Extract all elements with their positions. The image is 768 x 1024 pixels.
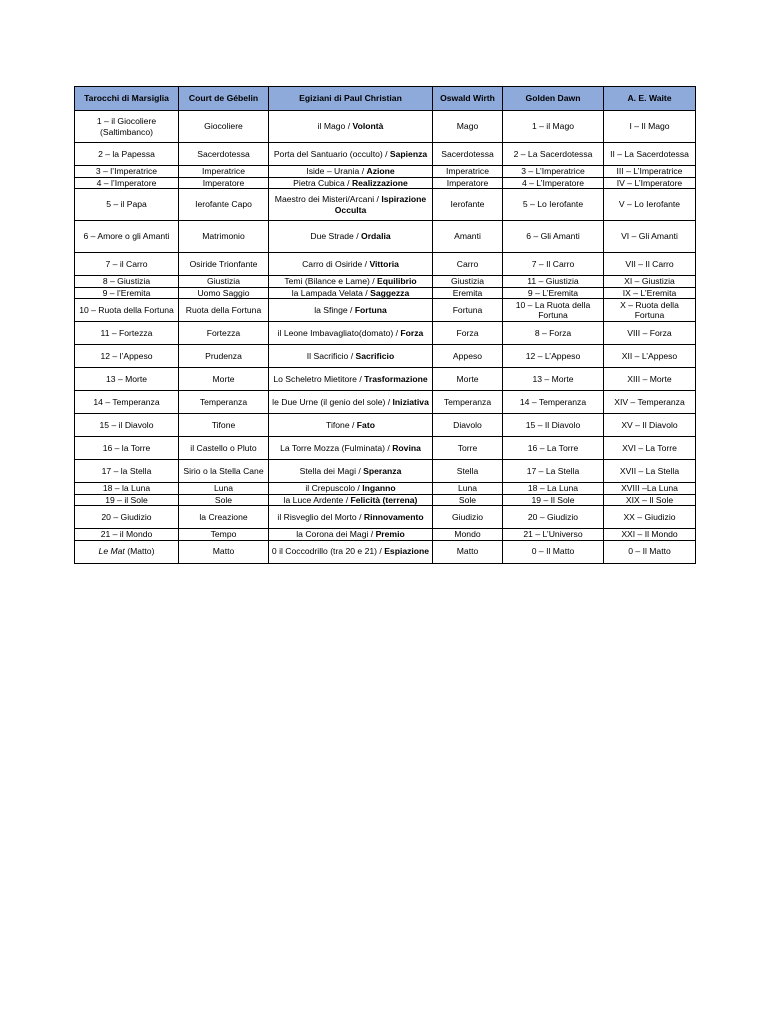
cell-marsiglia [75,143,179,166]
cell-golden-dawn: 3 – L’Imperatrice [503,166,604,178]
cell-marsiglia [75,414,179,437]
cell-gebelin: Imperatrice [179,166,269,178]
cell-christian-keyword: Azione [366,166,395,176]
cell-christian-keyword: Speranza [363,465,402,476]
cell-marsiglia-text: 12 – l’Appeso [100,350,153,361]
cell-christian [269,166,433,178]
header-gebelin: Court de Gébelin [179,87,269,111]
cell-christian [269,460,433,483]
cell-marsiglia [75,189,179,221]
cell-golden-dawn: 9 – L’Eremita [503,287,604,299]
cell-wirth: Mondo [433,529,503,541]
cell-gebelin: Matrimonio [179,221,269,253]
cell-christian-keyword: Premio [375,529,405,539]
cell-waite: XI – Giustizia [604,276,696,288]
cell-golden-dawn: 15 – Il Diavolo [503,414,604,437]
cell-wirth: Ierofante [433,189,503,221]
cell-waite: 0 – Il Matto [604,540,696,563]
cell-christian-separator: / [382,148,390,159]
cell-waite: X – Ruota della Fortuna [604,299,696,322]
cell-wirth: Amanti [433,221,503,253]
cell-golden-dawn: 2 – La Sacerdotessa [503,143,604,166]
cell-marsiglia [75,345,179,368]
cell-marsiglia-text: 13 – Morte [105,373,148,384]
header-golden-dawn: Golden Dawn [503,87,604,111]
cell-waite: XXI – Il Mondo [604,529,696,541]
cell-marsiglia [75,253,179,276]
table-body [75,111,696,564]
cell-marsiglia [75,506,179,529]
cell-wirth: Morte [433,368,503,391]
cell-marsiglia-text: 17 – la Stella [101,465,152,476]
cell-marsiglia [75,221,179,253]
cell-christian-name: Carro di Osiride [302,258,363,269]
cell-golden-dawn: 20 – Giudizio [503,506,604,529]
cell-marsiglia-text: 16 – la Torre [102,442,151,453]
cell-marsiglia [75,276,179,288]
cell-wirth: Mago [433,111,503,143]
cell-wirth: Imperatrice [433,166,503,178]
cell-gebelin: Sole [179,494,269,506]
cell-christian [269,177,433,189]
cell-gebelin: il Castello o Pluto [179,437,269,460]
cell-wirth: Appeso [433,345,503,368]
cell-marsiglia-text: 7 – il Carro [105,258,148,269]
cell-christian-name: Temi (Bilance e Lame) [284,276,370,286]
cell-christian-keyword: Volontà [352,121,384,132]
cell-christian-keyword: Equilibrio [377,276,417,286]
table-row [75,177,696,189]
cell-gebelin: Prudenza [179,345,269,368]
table-row [75,437,696,460]
cell-golden-dawn: 16 – La Torre [503,437,604,460]
cell-golden-dawn: 5 – Lo Ierofante [503,189,604,221]
cell-christian-name: Iside – Urania [306,166,360,176]
cell-marsiglia-text: 14 – Temperanza [93,396,160,407]
cell-golden-dawn: 7 – Il Carro [503,253,604,276]
cell-christian-name: Lo Scheletro Mietitore [273,373,357,384]
cell-christian-keyword: Fato [356,419,375,430]
cell-christian-keyword: Rovina [392,442,421,453]
cell-marsiglia-text: 9 – l’Eremita [102,287,151,298]
cell-christian [269,483,433,495]
cell-christian-name: la Lampada Velata [291,287,363,298]
cell-golden-dawn: 1 – il Mago [503,111,604,143]
cell-gebelin: Ruota della Fortuna [179,299,269,322]
cell-christian-separator: / [356,511,364,522]
cell-golden-dawn: 8 – Forza [503,322,604,345]
cell-gebelin: Imperatore [179,177,269,189]
header-waite: A. E. Waite [604,87,696,111]
cell-christian-separator: / [356,373,365,384]
cell-waite: IX – L’Eremita [604,287,696,299]
cell-christian [269,111,433,143]
table-row [75,494,696,506]
cell-christian [269,506,433,529]
cell-wirth: Carro [433,253,503,276]
cell-waite: VII – Il Carro [604,253,696,276]
cell-christian-name: 0 il Coccodrillo (tra 20 e 21) [271,546,378,557]
cell-marsiglia-italic: Le Mat [98,546,125,557]
table-row [75,506,696,529]
cell-marsiglia-text: 20 – Giudizio [101,511,152,522]
cell-waite: V – Lo Ierofante [604,189,696,221]
cell-christian-separator: / [353,231,362,242]
cell-christian [269,253,433,276]
cell-christian [269,391,433,414]
table-row [75,111,696,143]
table-row [75,483,696,495]
cell-christian-separator: / [369,276,378,286]
cell-marsiglia [75,483,179,495]
cell-christian-name: le Due Urne (il genio del sole) [272,396,386,407]
cell-marsiglia-text: 10 – Ruota della Fortuna [79,304,174,315]
cell-christian-separator: / [359,166,367,176]
cell-gebelin: Sacerdotessa [179,143,269,166]
cell-gebelin: Giustizia [179,276,269,288]
cell-marsiglia-text: 18 – la Luna [102,483,151,493]
cell-christian-keyword: Vittoria [369,258,399,269]
cell-wirth: Stella [433,460,503,483]
cell-gebelin: Tifone [179,414,269,437]
cell-golden-dawn: 21 – L’Universo [503,529,604,541]
cell-waite: II – La Sacerdotessa [604,143,696,166]
cell-christian [269,529,433,541]
cell-christian-keyword: Saggezza [370,287,410,298]
cell-christian-separator: / [393,327,401,338]
tarot-correspondence-table [74,86,696,564]
cell-waite: XVIII –La Luna [604,483,696,495]
cell-christian-separator: / [362,258,370,269]
cell-golden-dawn: 18 – La Luna [503,483,604,495]
cell-christian [269,189,433,221]
cell-marsiglia [75,540,179,563]
cell-christian-keyword: Sacrificio [355,350,395,361]
cell-marsiglia [75,494,179,506]
cell-christian-keyword: Iniziativa [392,396,429,407]
header-christian: Egiziani di Paul Christian [269,87,433,111]
cell-christian-separator: / [344,177,352,188]
cell-marsiglia [75,529,179,541]
cell-wirth: Giustizia [433,276,503,288]
cell-marsiglia [75,299,179,322]
cell-christian-separator: / [343,494,351,505]
cell-wirth: Temperanza [433,391,503,414]
cell-christian-name: il Risveglio del Morto [277,511,357,522]
cell-golden-dawn: 14 – Temperanza [503,391,604,414]
table-row [75,322,696,345]
cell-christian-name: la Luce Ardente [283,494,344,505]
cell-christian-keyword: Felicità (terrena) [350,494,418,505]
cell-waite: XVI – La Torre [604,437,696,460]
cell-christian-name: Stella dei Magi [299,465,356,476]
cell-marsiglia-text: 15 – il Diavolo [99,419,154,430]
cell-christian [269,322,433,345]
cell-christian-keyword: Sapienza [389,148,428,159]
cell-christian-keyword: Espiazione [384,546,430,557]
cell-christian-separator: / [374,194,382,204]
cell-wirth: Torre [433,437,503,460]
cell-christian [269,345,433,368]
cell-wirth: Eremita [433,287,503,299]
cell-christian-separator: / [348,350,356,361]
cell-gebelin: Morte [179,368,269,391]
cell-christian-separator: / [355,483,363,493]
cell-marsiglia-text: 5 – il Papa [106,199,147,210]
cell-christian-keyword: Fortuna [354,304,387,315]
cell-christian-name: Tifone [326,419,350,430]
cell-golden-dawn: 17 – La Stella [503,460,604,483]
cell-marsiglia [75,177,179,189]
cell-marsiglia-text: 19 – il Sole [105,494,148,505]
table-row [75,276,696,288]
cell-christian-keyword: Ispirazione Occulta [334,194,427,215]
cell-christian [269,414,433,437]
cell-waite: III – L’Imperatrice [604,166,696,178]
table-row [75,189,696,221]
cell-marsiglia [75,166,179,178]
cell-gebelin: Giocoliere [179,111,269,143]
cell-christian [269,540,433,563]
cell-christian [269,299,433,322]
cell-marsiglia-text: 8 – Giustizia [102,276,151,286]
cell-gebelin: Tempo [179,529,269,541]
table-row [75,299,696,322]
cell-wirth: Forza [433,322,503,345]
cell-marsiglia [75,322,179,345]
cell-marsiglia-text: 2 – la Papessa [98,148,155,159]
table-row [75,221,696,253]
cell-golden-dawn: 4 – L’Imperatore [503,177,604,189]
cell-gebelin: Osiride Trionfante [179,253,269,276]
cell-christian [269,143,433,166]
cell-waite: XVII – La Stella [604,460,696,483]
table-row [75,143,696,166]
cell-marsiglia-text: 3 – l’Imperatrice [95,166,158,176]
cell-gebelin: Luna [179,483,269,495]
cell-marsiglia [75,111,179,143]
cell-gebelin: Matto [179,540,269,563]
cell-christian [269,494,433,506]
cell-christian-name: il Leone Imbavagliato(domato) [277,327,394,338]
cell-gebelin: Ierofante Capo [179,189,269,221]
cell-christian-name: Il Sacrificio [306,350,349,361]
cell-marsiglia-text: 1 – il Giocoliere (Saltimbanco) [96,116,157,137]
cell-christian [269,368,433,391]
cell-christian-separator: / [349,419,357,430]
cell-waite: VIII – Forza [604,322,696,345]
cell-marsiglia [75,368,179,391]
cell-wirth: Imperatore [433,177,503,189]
cell-christian-keyword: Realizzazione [351,177,408,188]
cell-christian-separator: / [347,304,355,315]
cell-christian-separator: / [368,529,376,539]
table-row [75,391,696,414]
cell-marsiglia [75,460,179,483]
cell-christian-name: Maestro dei Misteri/Arcani [274,194,375,204]
cell-marsiglia-text: 11 – Fortezza [100,327,153,338]
table-row [75,253,696,276]
cell-marsiglia-text: 6 – Amore o gli Amanti [83,231,170,242]
cell-wirth: Giudizio [433,506,503,529]
cell-christian [269,276,433,288]
table-row [75,287,696,299]
cell-christian-name: il Mago [317,121,346,132]
cell-marsiglia [75,287,179,299]
table-row [75,529,696,541]
cell-christian-name: la Sfinge [314,304,348,315]
cell-wirth: Luna [433,483,503,495]
cell-marsiglia-text: 21 – il Mondo [100,529,153,539]
cell-golden-dawn: 11 – Giustizia [503,276,604,288]
cell-christian-separator: / [362,287,371,298]
cell-christian-keyword: Rinnovamento [363,511,424,522]
cell-waite: IV – L’Imperatore [604,177,696,189]
table-row [75,368,696,391]
cell-christian-keyword: Trasformazione [364,373,428,384]
cell-waite: XIII – Morte [604,368,696,391]
cell-golden-dawn: 10 – La Ruota della Fortuna [503,299,604,322]
cell-christian-separator: / [385,442,393,453]
cell-waite: XIV – Temperanza [604,391,696,414]
cell-golden-dawn: 0 – Il Matto [503,540,604,563]
cell-christian [269,437,433,460]
table-row [75,345,696,368]
cell-marsiglia [75,391,179,414]
header-wirth: Oswald Wirth [433,87,503,111]
cell-wirth: Diavolo [433,414,503,437]
cell-christian-keyword: Ordalia [361,231,391,242]
cell-christian-separator: / [345,121,353,132]
cell-christian-separator: / [355,465,364,476]
cell-christian-name: Porta del Santuario (occulto) [273,148,383,159]
cell-christian [269,221,433,253]
cell-golden-dawn: 6 – Gli Amanti [503,221,604,253]
cell-christian-name: Pietra Cubica [293,177,345,188]
cell-wirth: Fortuna [433,299,503,322]
cell-gebelin: Fortezza [179,322,269,345]
cell-golden-dawn: 12 – L’Appeso [503,345,604,368]
cell-christian-name: il Crepuscolo [305,483,356,493]
cell-waite: XV – Il Diavolo [604,414,696,437]
cell-marsiglia-text: (Matto) [127,546,155,557]
cell-waite: XII – L’Appeso [604,345,696,368]
cell-gebelin: Sirio o la Stella Cane [179,460,269,483]
cell-christian-name: la Corona dei Magi [296,529,369,539]
cell-gebelin: la Creazione [179,506,269,529]
cell-wirth: Sacerdotessa [433,143,503,166]
cell-christian-keyword: Forza [400,327,424,338]
cell-christian-name: La Torre Mozza (Fulminata) [280,442,386,453]
cell-golden-dawn: 13 – Morte [503,368,604,391]
header-marsiglia: Tarocchi di Marsiglia [75,87,179,111]
table-row [75,540,696,563]
cell-christian-name: Due Strade [310,231,354,242]
cell-waite: XIX – Il Sole [604,494,696,506]
cell-wirth: Matto [433,540,503,563]
cell-gebelin: Temperanza [179,391,269,414]
cell-christian-separator: / [385,396,393,407]
cell-christian-keyword: Inganno [362,483,396,493]
table-row [75,460,696,483]
cell-wirth: Sole [433,494,503,506]
cell-waite: VI – Gli Amanti [604,221,696,253]
cell-waite: I – Il Mago [604,111,696,143]
table-header-row [75,87,696,111]
table-row [75,414,696,437]
cell-christian-separator: / [377,546,385,557]
cell-christian [269,287,433,299]
cell-marsiglia-text: 4 – l’Imperatore [96,177,157,188]
cell-golden-dawn: 19 – Il Sole [503,494,604,506]
cell-gebelin: Uomo Saggio [179,287,269,299]
table-row [75,166,696,178]
cell-waite: XX – Giudizio [604,506,696,529]
cell-marsiglia [75,437,179,460]
